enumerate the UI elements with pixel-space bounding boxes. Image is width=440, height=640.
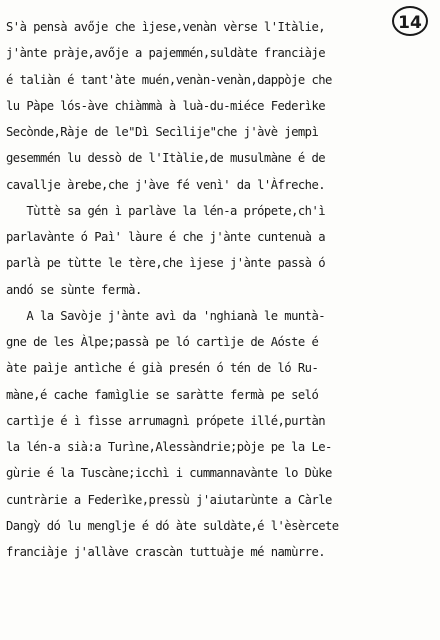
text-line: cartìje é ì fìsse arrumagnì própete illé,purtàn [6,413,326,428]
text-line: Secònde,Ràje de le"Dì Secìlije"che j'àvè jempì [6,125,319,139]
text-line: andó se sùnte fermà. [6,282,142,297]
paragraph-2 [6,198,436,303]
text-line: A la Savòje j'ànte avì da 'nghianà le muntà- [6,308,326,323]
page-number-circle: 14 [392,6,428,36]
text-line: àte paìje antìche é già presén ó tén de ló Ru- [6,361,319,376]
text-line: franciàje j'allàve crascàn tuttuàje mé namùrre. [6,545,326,559]
text-line: parlà pe tùtte le tère,che ìjese j'ànte passà ó [6,256,326,271]
text-line: parlavànte ó Paì' làure é che j'ànte cuntenuà a [6,230,326,244]
document-body [6,14,436,565]
text-line: S'à pensà avője che ìjese,venàn vèrse l'Itàlie, [6,20,326,34]
text-line: gesemmén lu dessò de l'Itàlie,de musulmàne é de [6,151,326,166]
text-line: é taliàn é tant'àte muén,venàn-venàn,dappòje che [6,72,332,87]
text-line: j'ànte pràje,avője a pajemmén,suldàte franciàje [6,46,326,61]
paragraph-1 [6,14,436,198]
text-line: cavallje àrebe,che j'àve fé venì' da l'Àfreche. [6,177,326,192]
text-line: màne,é cache famìglie se saràtte fermà pe seló [6,387,319,402]
text-line: Dangỳ dó lu menglje é dó àte suldàte,é l'èsèrcete [6,518,339,533]
text-line: lu Pàpe lós-àve chiàmmà à luà-du-miéce Federìke [6,98,326,113]
text-line: cuntràrie a Federìke,pressù j'aiutarùnte a Càrle [6,492,332,507]
paragraph-3 [6,303,436,566]
text-line: la lén-a sià:a Turìne,Alessàndrie;pòje pe la Le- [6,440,332,454]
text-line: Tùttè sa gén ì parlàve la lén-a própete,ch'ì [6,203,326,218]
text-line: gne de les Àlpe;passà pe ló cartìje de Aóste é [6,335,319,349]
text-line: gùrie é la Tuscàne;icchì i cummannavànte lo Dùke [6,466,332,481]
